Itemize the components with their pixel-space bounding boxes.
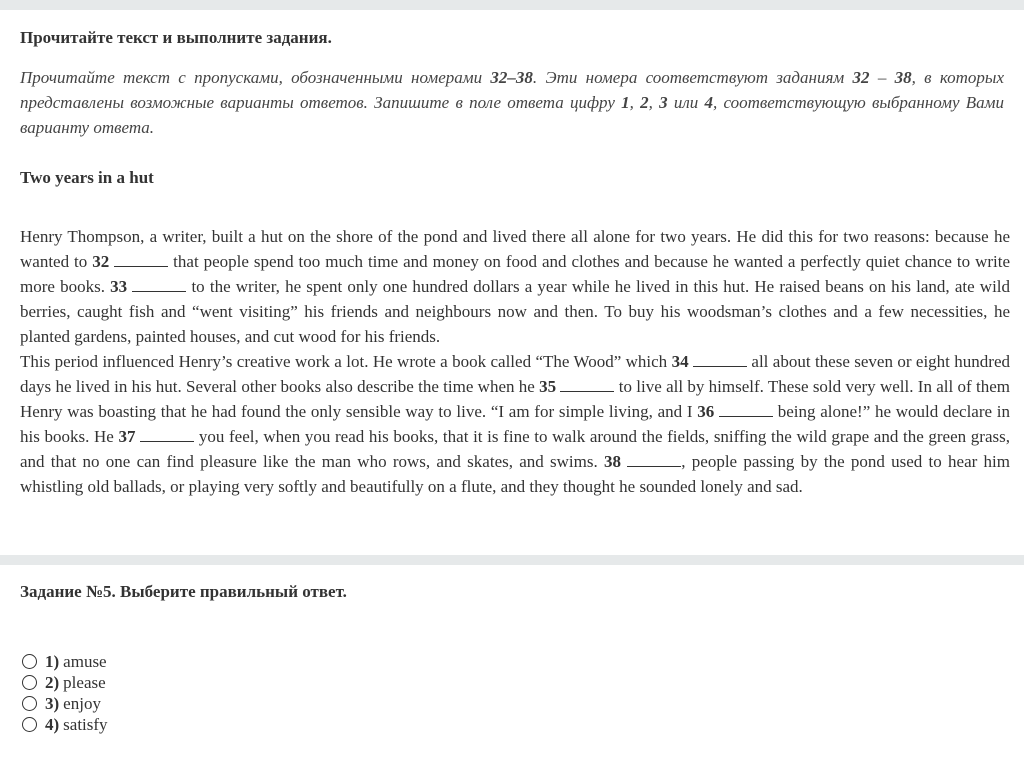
gap-blank: [693, 352, 747, 367]
instructions-number: 32: [852, 68, 870, 87]
gap-number: 37: [118, 427, 136, 446]
passage-text: to live all by himself. These sold very well. In all of them Henry was boasting that he had found the only sensible way to live. “I am for simple living, and I: [20, 377, 1010, 421]
option-number: 3): [45, 694, 60, 713]
passage-text: to the writer, he spent only one hundred dollars a year while he lived in this hut. He raised beans on his land, ate wild berries, caught fish and “went visiting” his friends and neighbours now and then. To buy his woodsman’s clothes and a few necessities, he planted gardens, painted houses, and cut wood for his friends.: [20, 277, 1011, 346]
instructions-text: ,: [648, 93, 660, 112]
instructions-number: 4: [704, 93, 713, 112]
radio-button[interactable]: [22, 675, 37, 690]
gap-blank: [560, 377, 614, 392]
task-panel: [0, 565, 1024, 780]
gap-number: 35: [539, 377, 557, 396]
answer-option-3[interactable]: [20, 693, 108, 714]
radio-button[interactable]: [22, 717, 37, 732]
option-number: 1): [45, 652, 60, 671]
instructions-range: 32–38: [490, 68, 533, 87]
instructions-text: –: [869, 68, 895, 87]
passage: [20, 224, 1010, 499]
instructions-text: ,: [629, 93, 641, 112]
text-title: Two years in a hut: [20, 168, 154, 187]
reading-panel: [0, 10, 1024, 555]
passage-text: This period influenced Henry’s creative work a lot. He wrote a book called “The Wood” which: [20, 352, 672, 371]
gap-number: 32: [92, 252, 110, 271]
option-label: enjoy: [63, 694, 101, 713]
answer-option-1[interactable]: [20, 651, 108, 672]
instructions-number: 38: [894, 68, 912, 87]
gap-blank: [132, 277, 186, 292]
instructions-text: Прочитайте текст с пропусками, обозначенными номерами: [20, 68, 491, 87]
instructions-number: 2: [640, 93, 649, 112]
answer-options: [20, 651, 108, 735]
gap-blank: [114, 252, 168, 267]
instructions-text: , в которых представлены возможные варианты ответов. Запишите в поле ответа цифру: [20, 68, 1004, 112]
radio-button[interactable]: [22, 696, 37, 711]
gap-number: 33: [110, 277, 128, 296]
gap-number: 38: [604, 452, 621, 471]
option-number: 4): [45, 715, 60, 734]
passage-text: being alone!” he would declare in his books. He: [20, 402, 1011, 446]
gap-number: 34: [671, 352, 689, 371]
passage-text: all about these seven or eight hundred days he lived in his hut. Several other books also describe the time when he: [20, 352, 1011, 396]
answer-option-4[interactable]: [20, 714, 108, 735]
option-label: satisfy: [63, 715, 108, 734]
section-heading: Прочитайте текст и выполните задания.: [20, 28, 332, 47]
gap-blank: [627, 452, 681, 467]
gap-number: 36: [697, 402, 715, 421]
option-number: 2): [45, 673, 60, 692]
passage-text: you feel, when you read his books, that it is fine to walk around the fields, sniffing the wild grape and the green grass, and that no one can find pleasure like the man who rows, and skates, and swims.: [20, 427, 1010, 471]
radio-button[interactable]: [22, 654, 37, 669]
passage-text: that people spend too much time and money on food and clothes and because he wanted a perfectly quiet chance to write more books.: [20, 252, 1010, 296]
option-label: please: [63, 673, 106, 692]
instructions: [20, 65, 1004, 140]
instructions-text: . Эти номера соответствуют заданиям: [532, 68, 853, 87]
instructions-number: 3: [659, 93, 668, 112]
passage-text: Henry Thompson, a writer, built a hut on the shore of the pond and lived there all alone for two years. He did this for two reasons: because he wanted to: [20, 227, 1010, 271]
instructions-number: 1: [621, 93, 630, 112]
passage-paragraph-2: [20, 349, 1010, 499]
passage-text: , people passing by the pond used to hear him whistling old ballads, or playing very softly and beautifully on a flute, and they thought he sounded lonely and sad.: [20, 452, 1010, 496]
option-label: amuse: [63, 652, 107, 671]
task-heading: Задание №5. Выберите правильный ответ.: [20, 582, 347, 601]
instructions-text: , соответствующую выбранному Вами варианту ответа.: [20, 93, 1005, 137]
answer-option-2[interactable]: [20, 672, 108, 693]
gap-blank: [140, 427, 194, 442]
passage-paragraph-1: [20, 224, 1010, 349]
instructions-text: или: [667, 93, 705, 112]
gap-blank: [719, 402, 773, 417]
